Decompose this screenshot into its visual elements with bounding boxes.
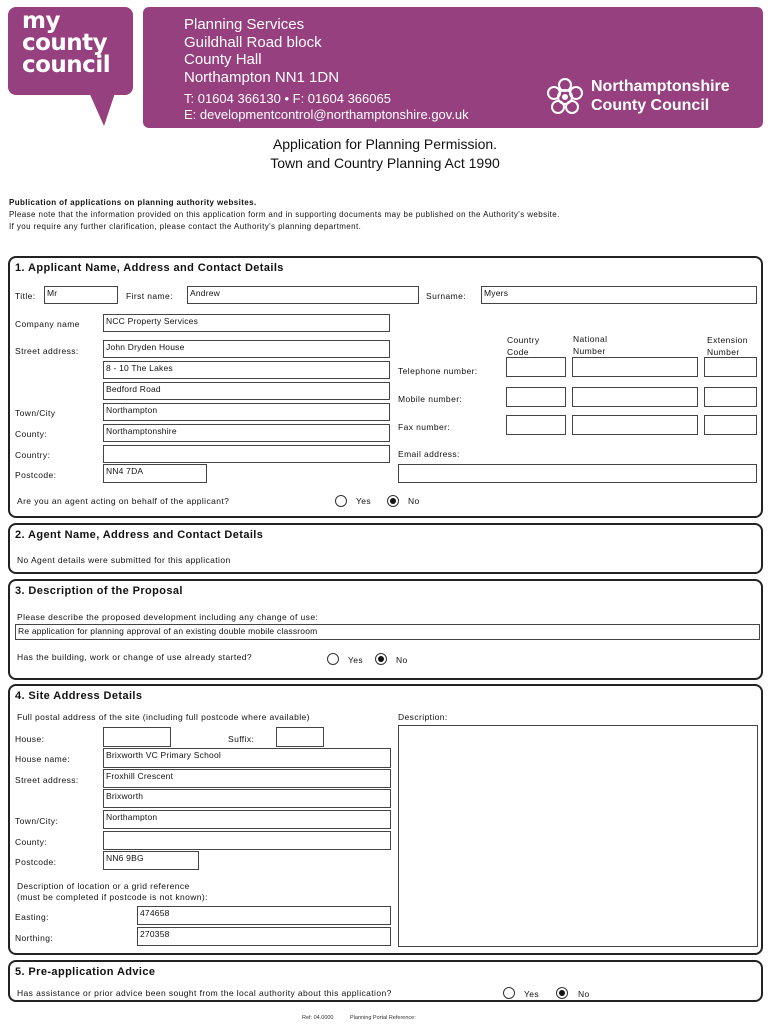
address-line: Planning Services [184,16,305,33]
publication-text: If you require any further clarification, please contact the Authority's planning department. [9,222,362,231]
agent-yes-radio[interactable] [335,495,347,507]
site-postcode-label: Postcode: [15,857,57,867]
country-code-label: Code [507,347,529,357]
street-field-2[interactable]: 8 - 10 The Lakes [103,361,390,379]
first-name-label: First name: [126,291,173,301]
fax-label: Fax number: [398,422,451,432]
site-county-field[interactable] [103,831,391,850]
org-name-line: Northamptonshire [591,78,730,95]
suffix-label: Suffix: [228,734,255,744]
agent-no-radio[interactable] [387,495,399,507]
form-subtitle: Town and Country Planning Act 1990 [270,155,500,171]
org-name-line: County Council [591,97,710,114]
form-title: Application for Planning Permission. [272,136,498,152]
logo-line: my [22,8,60,34]
section-heading: 2. Agent Name, Address and Contact Details [15,529,264,541]
agent-question: Are you an agent acting on behalf of the applicant? [17,496,230,506]
county-field[interactable]: Northamptonshire [103,424,390,442]
surname-field[interactable]: Myers [481,286,757,304]
suffix-field[interactable] [276,727,324,747]
location-label: (must be completed if postcode is not known): [17,892,208,902]
email-field[interactable] [398,464,757,483]
address-line: County Hall [184,51,262,68]
house-name-field[interactable]: Brixworth VC Primary School [103,748,391,768]
site-street-field-2[interactable]: Brixworth [103,789,391,808]
street-field-1[interactable]: John Dryden House [103,340,390,358]
country-field[interactable] [103,445,390,463]
easting-field[interactable]: 474658 [137,906,391,925]
publication-heading: Publication of applications on planning authority websites. [9,198,257,207]
tel-extension-field[interactable] [704,357,757,377]
northamptonshire-logo [543,77,743,117]
tel-country-code-field[interactable] [506,357,566,377]
site-street-label: Street address: [15,775,79,785]
site-address-label: Full postal address of the site (including full postcode where available) [17,712,310,722]
mob-extension-field[interactable] [704,387,757,407]
agent-details-text: No Agent details were submitted for this application [17,555,231,565]
advice-no-radio[interactable] [556,987,568,999]
telephone-label: Telephone number: [398,366,478,376]
footer-portal-ref: Planning Portal Reference: [350,1015,416,1021]
description-field[interactable] [398,725,758,947]
org-name [591,77,730,115]
fax-number-field[interactable] [572,415,698,435]
town-label: Town/City [15,408,56,418]
company-field[interactable]: NCC Property Services [103,314,390,332]
address-line: Northampton NN1 1DN [184,69,340,86]
agent-yes-label: Yes [356,496,372,506]
advice-question: Has assistance or prior advice been sought from the local authority about this application? [17,988,392,998]
email-label: Email address: [398,449,460,459]
logo-tail [88,90,116,126]
national-number-label: Number [573,346,606,356]
logo-line: county [22,30,108,56]
logo-text [22,10,110,76]
national-number-label: National [573,334,608,344]
footer-ref: Ref: 04.0000 [302,1015,334,1021]
title-label: Title: [15,291,36,301]
rose-icon [543,77,587,117]
northing-label: Northing: [15,933,54,943]
house-field[interactable] [103,727,171,747]
town-field[interactable]: Northampton [103,403,390,421]
section-applicant [8,256,763,518]
phone-line: T: 01604 366130 • F: 01604 366065 [184,91,391,106]
section-heading: 4. Site Address Details [15,690,143,702]
site-street-field-1[interactable]: Froxhill Crescent [103,769,391,788]
country-label: Country: [15,450,51,460]
extension-label: Number [707,347,740,357]
mob-number-field[interactable] [572,387,698,407]
advice-yes-label: Yes [524,989,540,999]
description-label: Description: [398,712,448,722]
section-pre-application [8,960,763,1002]
site-town-label: Town/City: [15,816,59,826]
street-field-3[interactable]: Bedford Road [103,382,390,400]
email-line: E: developmentcontrol@northamptonshire.gov.uk [184,107,469,122]
section-agent [8,523,763,574]
section-heading: 1. Applicant Name, Address and Contact Details [15,262,284,274]
location-label: Description of location or a grid reference [17,881,190,891]
section-site-address [8,684,763,955]
surname-label: Surname: [426,291,467,301]
proposal-prompt: Please describe the proposed development including any change of use: [17,612,319,622]
header-banner [143,7,763,128]
advice-no-label: No [578,989,590,999]
started-yes-label: Yes [348,655,364,665]
county-label: County: [15,429,48,439]
started-question: Has the building, work or change of use already started? [17,652,253,662]
title-field[interactable]: Mr [44,286,118,304]
mobile-label: Mobile number: [398,394,463,404]
site-town-field[interactable]: Northampton [103,810,391,829]
first-name-field[interactable]: Andrew [187,286,419,304]
postcode-field[interactable]: NN4 7DA [103,464,207,483]
mob-country-code-field[interactable] [506,387,566,407]
logo-line: council [22,52,111,78]
northing-field[interactable]: 270358 [137,927,391,946]
company-label: Company name [15,319,80,329]
advice-yes-radio[interactable] [503,987,515,999]
started-no-radio[interactable] [375,653,387,665]
address-line: Guildhall Road block [184,34,322,51]
site-postcode-field[interactable]: NN6 9BG [103,851,199,870]
postcode-label: Postcode: [15,470,57,480]
extension-label: Extension [707,335,748,345]
house-label: House: [15,734,45,744]
section-heading: 3. Description of the Proposal [15,585,183,597]
country-code-label: Country [507,335,540,345]
easting-label: Easting: [15,912,49,922]
tel-number-field[interactable] [572,357,698,377]
fax-extension-field[interactable] [704,415,757,435]
house-name-label: House name: [15,754,70,764]
agent-no-label: No [408,496,420,506]
fax-country-code-field[interactable] [506,415,566,435]
proposal-field[interactable]: Re application for planning approval of an existing double mobile classroom [15,624,760,640]
started-yes-radio[interactable] [327,653,339,665]
section-proposal [8,579,763,680]
started-no-label: No [396,655,408,665]
site-county-label: County: [15,837,48,847]
street-label: Street address: [15,346,79,356]
section-heading: 5. Pre-application Advice [15,966,156,978]
publication-text: Please note that the information provided on this application form and in supporting documents may be published on the Authority's website. [9,210,560,219]
